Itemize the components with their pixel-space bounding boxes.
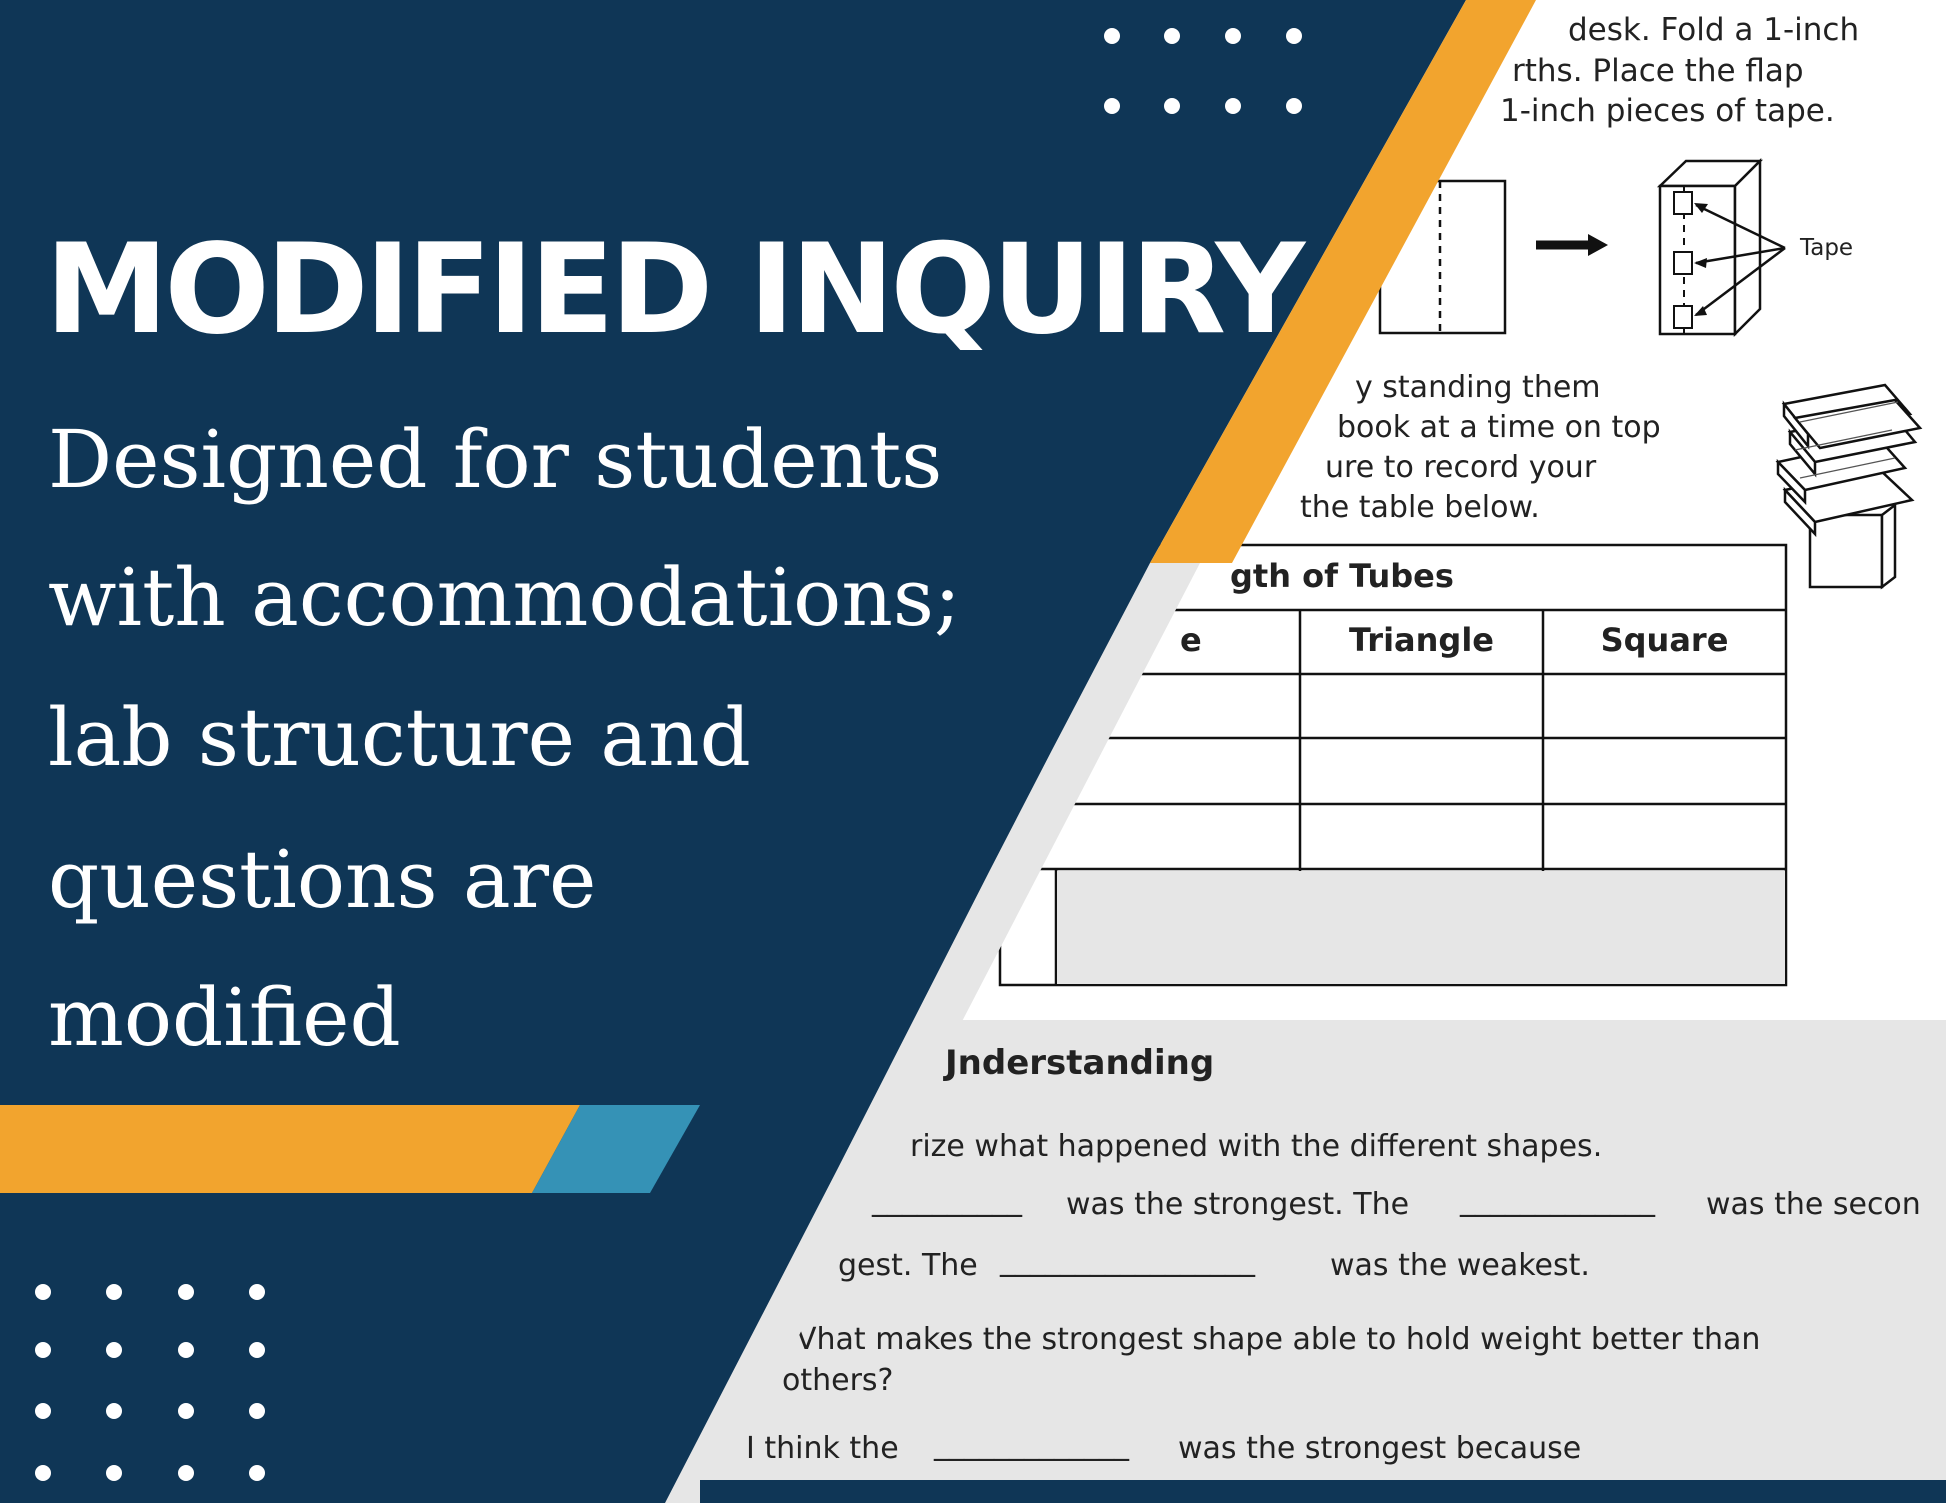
orange-accent-bar <box>0 1105 580 1193</box>
weakest-lead-text: gest. The <box>838 1248 978 1283</box>
table-header-triangle: Triangle <box>1348 621 1494 659</box>
blank-line-2a: __________ <box>872 1183 1022 1218</box>
table-header-1: e <box>1180 621 1202 659</box>
understanding-heading: Jnderstanding <box>945 1043 1215 1083</box>
mid-instruction-4: the table below. <box>1300 490 1540 525</box>
subtitle-line-5: modified <box>48 971 401 1064</box>
instruction-line-1: desk. Fold a 1-inch <box>1568 12 1860 48</box>
table-header-square: Square <box>1600 621 1729 659</box>
strongest-text: was the strongest. The <box>1066 1187 1410 1222</box>
second-strongest-text: was the secon <box>1706 1187 1921 1222</box>
subtitle-line-2: with accommodations; <box>48 551 961 644</box>
instruction-line-2: rths. Place the flap <box>1512 53 1804 89</box>
blank-line-6: _____________ <box>934 1427 1129 1462</box>
question-line-2: others? <box>782 1363 894 1398</box>
navy-bottom-strip <box>700 1480 1946 1503</box>
question-line: Vhat makes the strongest shape able to hold weight better than <box>796 1322 1761 1357</box>
page-title: MODIFIED INQUIRY <box>45 218 1302 362</box>
answer-lead-text: I think the <box>746 1431 899 1466</box>
mid-instruction-3: ure to record your <box>1325 450 1597 485</box>
mid-instruction-2: book at a time on top <box>1337 410 1661 445</box>
subtitle-line-3: lab structure and <box>48 691 751 784</box>
answer-because-text: was the strongest because <box>1178 1431 1582 1466</box>
summary-line: rize what happened with the different shapes. <box>910 1129 1603 1164</box>
mid-instruction-1: y standing them <box>1355 370 1601 405</box>
subtitle-line-4: questions are <box>48 833 597 926</box>
instruction-line-3: 1-inch pieces of tape. <box>1500 93 1835 129</box>
subtitle-line-1: Designed for students <box>48 413 943 506</box>
weakest-text: was the weakest. <box>1330 1248 1590 1283</box>
tape-label: Tape <box>1800 235 1854 261</box>
blank-line-3: _________________ <box>1000 1243 1255 1278</box>
table-caption: gth of Tubes <box>1230 557 1454 595</box>
blank-line-2b: _____________ <box>1460 1183 1655 1218</box>
